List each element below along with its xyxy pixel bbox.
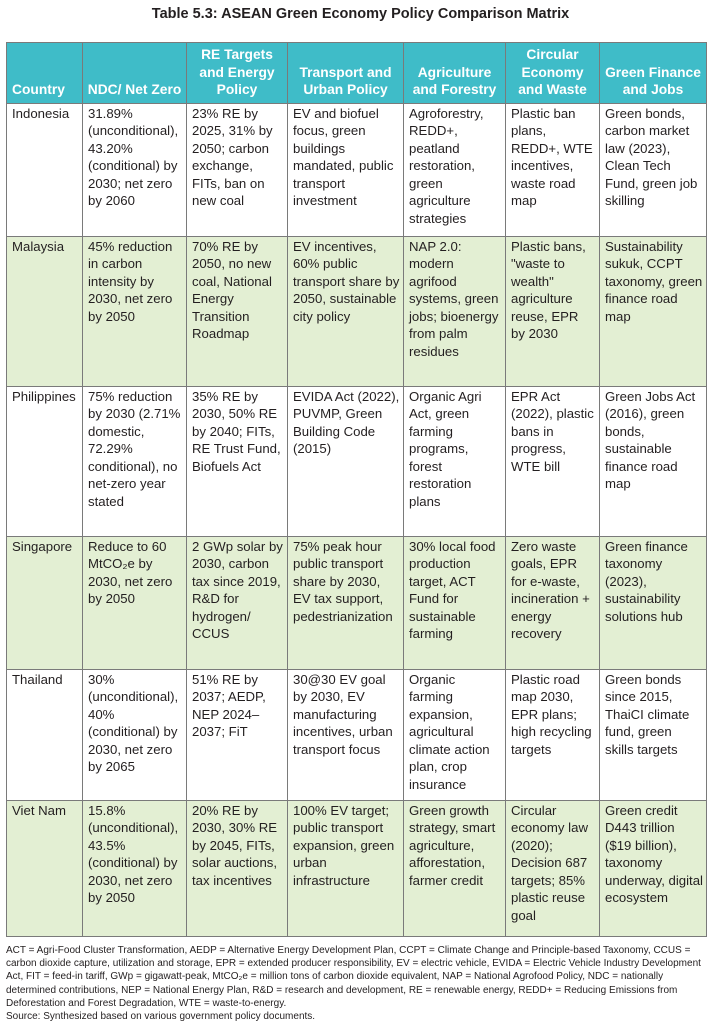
table-cell: 100% EV target; public transport expansion, green urban infrastructure <box>288 800 404 936</box>
table-cell: Plastic road map 2030, EPR plans; high recycling targets <box>506 669 600 800</box>
country-cell: Malaysia <box>7 236 83 386</box>
table-cell: 31.89% (unconditional), 43.20% (conditional) by 2030; net zero by 2060 <box>83 103 187 236</box>
table-cell: EV and biofuel focus, green buildings mandated, public transport investment <box>288 103 404 236</box>
country-cell: Singapore <box>7 536 83 669</box>
abbreviations-footnote: ACT = Agri-Food Cluster Transformation, AEDP = Alternative Energy Development Plan, CCPT = Climate Change and Principle-based Taxonomy, CCUS = carbon dioxide capture, utilization and storage, EPR = extended producer responsibility, EV = electric vehicle, EVIDA = Electric Vehicle Industry Development Act, FIT = feed-in tariff, GWp = gigawatt-peak, MtCO₂e = million tons of carbon dioxide equivalent, NAP = National Agrofood Policy, NDC = nationally determined contributions, NEP = National Energy Plan, R&D = research and development, RE = renewable energy, REDD+ = Reducing Emissions from Deforestation and Forest Degradation, WTE = waste-to-energy. <box>6 945 701 1009</box>
table-cell: Green bonds, carbon market law (2023), Clean Tech Fund, green job skilling <box>600 103 707 236</box>
table-row <box>7 236 707 386</box>
table-row <box>7 536 707 669</box>
table-title: Table 5.3: ASEAN Green Economy Policy Comparison Matrix <box>151 6 570 22</box>
table-cell: Green growth strategy, smart agriculture, afforestation, farmer credit <box>404 800 506 936</box>
table-cell: Zero waste goals, EPR for e-waste, incineration + energy recovery <box>506 536 600 669</box>
table-cell: Plastic bans, "waste to wealth" agriculture reuse, EPR by 2030 <box>506 236 600 386</box>
table-cell: 70% RE by 2050, no new coal, National Energy Transition Roadmap <box>187 236 288 386</box>
table-cell: 35% RE by 2030, 50% RE by 2040; FITs, RE Trust Fund, Biofuels Act <box>187 386 288 536</box>
table-cell: Green finance taxonomy (2023), sustainability solutions hub <box>600 536 707 669</box>
country-cell: Thailand <box>7 669 83 800</box>
table-cell: NAP 2.0: modern agrifood systems, green jobs; bioenergy from palm residues <box>404 236 506 386</box>
table-cell: 2 GWp solar by 2030, carbon tax since 2019, R&D for hydrogen/ CCUS <box>187 536 288 669</box>
table-notes <box>6 944 712 1023</box>
column-header: Green Finance and Jobs <box>600 43 707 104</box>
table-cell: EV incentives, 60% public transport share by 2050, sustainable city policy <box>288 236 404 386</box>
country-cell: Philippines <box>7 386 83 536</box>
table-cell: 75% peak hour public transport share by 2030, EV tax support, pedestrianization <box>288 536 404 669</box>
table-row <box>7 103 707 236</box>
table-row <box>7 386 707 536</box>
table-cell: Reduce to 60 MtCO₂e by 2030, net zero by 2050 <box>83 536 187 669</box>
table-cell: 15.8% (unconditional), 43.5% (conditional) by 2030, net zero by 2050 <box>83 800 187 936</box>
column-header: Agriculture and Forestry <box>404 43 506 104</box>
column-header: Circular Economy and Waste <box>506 43 600 104</box>
table-row <box>7 800 707 936</box>
column-header: NDC/ Net Zero <box>83 43 187 104</box>
table-cell: 20% RE by 2030, 30% RE by 2045, FITs, solar auctions, tax incentives <box>187 800 288 936</box>
table-cell: 30% (unconditional), 40% (conditional) by 2030, net zero by 2065 <box>83 669 187 800</box>
table-cell: 75% reduction by 2030 (2.71% domestic, 72.29% conditional), no net-zero year stated <box>83 386 187 536</box>
table-cell: 23% RE by 2025, 31% by 2050; carbon exchange, FITs, ban on new coal <box>187 103 288 236</box>
table-cell: Organic Agri Act, green farming programs, forest restoration plans <box>404 386 506 536</box>
header-row <box>7 43 707 104</box>
table-row <box>7 669 707 800</box>
table-cell: Circular economy law (2020); Decision 687 targets; 85% plastic reuse goal <box>506 800 600 936</box>
table-cell: Green Jobs Act (2016), green bonds, sustainable finance road map <box>600 386 707 536</box>
table-cell: 45% reduction in carbon intensity by 2030, net zero by 2050 <box>83 236 187 386</box>
table-cell: Organic farming expansion, agricultural climate action plan, crop insurance <box>404 669 506 800</box>
country-cell: Indonesia <box>7 103 83 236</box>
column-header: Country <box>7 43 83 104</box>
table-cell: EPR Act (2022), plastic bans in progress, WTE bill <box>506 386 600 536</box>
table-cell: EVIDA Act (2022), PUVMP, Green Building Code (2015) <box>288 386 404 536</box>
column-header: RE Targets and Energy Policy <box>187 43 288 104</box>
country-cell: Viet Nam <box>7 800 83 936</box>
table-cell: Green bonds since 2015, ThaiCI climate fund, green skills targets <box>600 669 707 800</box>
table-cell: Green credit D443 trillion ($19 billion), taxonomy underway, digital ecosystem <box>600 800 707 936</box>
table-cell: Plastic ban plans, REDD+, WTE incentives, waste road map <box>506 103 600 236</box>
source-note: Source: Synthesized based on various government policy documents. <box>6 1011 316 1023</box>
table-cell: 30@30 EV goal by 2030, EV manufacturing incentives, urban transport focus <box>288 669 404 800</box>
table-cell: 51% RE by 2037; AEDP, NEP 2024–2037; FiT <box>187 669 288 800</box>
column-header: Transport and Urban Policy <box>288 43 404 104</box>
table-cell: Agroforestry, REDD+, peatland restoration, green agriculture strategies <box>404 103 506 236</box>
policy-matrix-table <box>6 42 707 937</box>
table-cell: Sustainability sukuk, CCPT taxonomy, green finance road map <box>600 236 707 386</box>
table-cell: 30% local food production target, ACT Fund for sustainable farming <box>404 536 506 669</box>
